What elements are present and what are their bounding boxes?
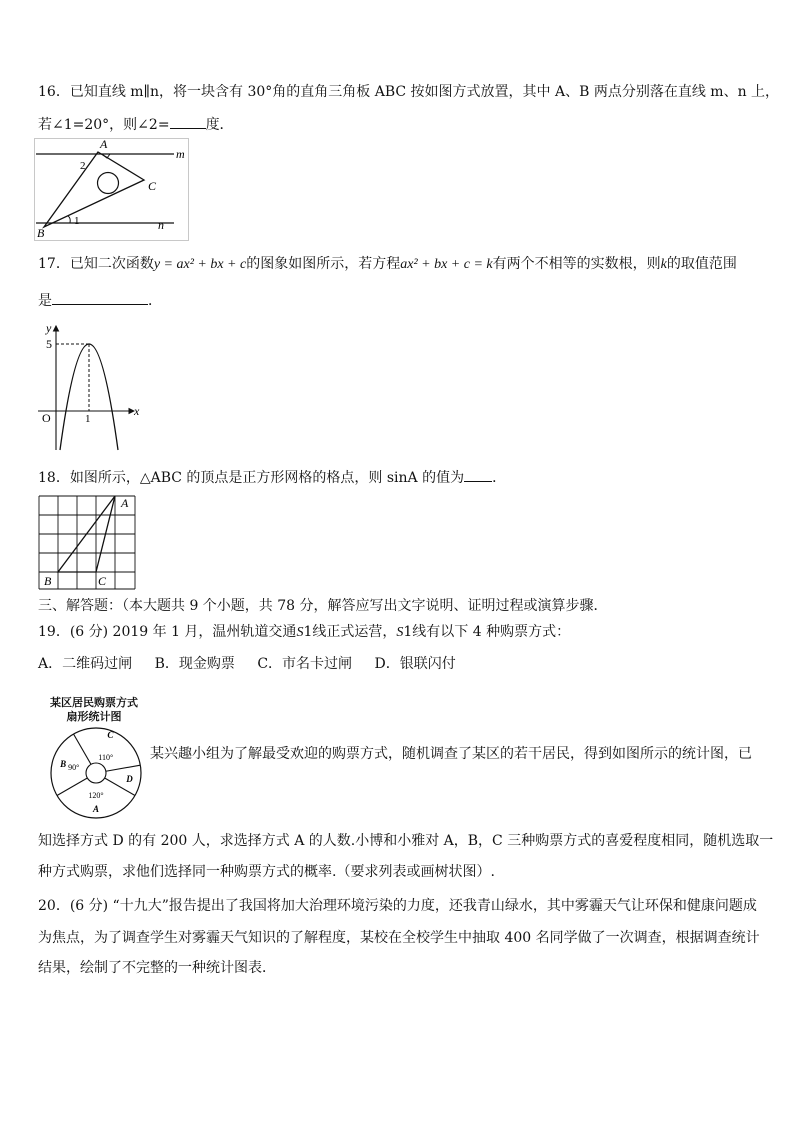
- q19-chart-title-1: 某区居民购票方式: [50, 696, 138, 709]
- q19-s-num: 1: [303, 624, 313, 640]
- q18-text-post: ．: [492, 470, 507, 486]
- q19-line1-pre: 19．(6 分) 2019 年 1 月，温州轨道交通: [38, 624, 297, 640]
- q19-option-a: A．二维码过闸: [38, 656, 133, 672]
- q16-label-a: A: [100, 138, 108, 151]
- q19-pie-chart: [40, 725, 152, 823]
- q17-figure: [34, 318, 146, 454]
- q17-line2-pre: 是: [38, 293, 52, 309]
- q19-line3: 知选择方式 D 的有 200 人，求选择方式 A 的人数.小博和小雅对 A，B，C 三种购票方式的喜爱程度相同，随机选取一: [38, 833, 774, 849]
- pie-angle-label-b: 90°: [68, 763, 80, 773]
- q17-answer-blank: [52, 290, 148, 305]
- pie-divider-1: [57, 778, 87, 796]
- pie-divider-2: [74, 734, 92, 764]
- angle1-arc: [68, 216, 70, 223]
- q17-post: 有两个不相等的实数根，则: [492, 256, 661, 272]
- q18-label-b: B: [44, 574, 52, 588]
- triangle-hole: [98, 173, 119, 194]
- q19-line1-mid: 线正式运营，: [312, 624, 397, 640]
- q16-answer-blank: [170, 114, 206, 129]
- q19-s: S: [296, 625, 304, 640]
- q17-label-five: 5: [46, 337, 52, 351]
- q16-line2-pre: 若∠1=20°，则∠2=: [38, 117, 170, 133]
- pie-angle-label-c: 110°: [98, 753, 114, 763]
- q17-equation: ax² + bx + c = k: [400, 257, 493, 272]
- q16-angle2-label: 2: [80, 160, 86, 172]
- q19-options: [38, 654, 474, 674]
- pie-category-a: A: [92, 804, 100, 814]
- q16-label-m: m: [176, 147, 185, 161]
- q20-line3: 结果，绘制了不完整的一种统计图表．: [38, 960, 276, 976]
- q17-line2: [38, 290, 162, 311]
- q19-option-b: B．现金购票: [154, 656, 235, 672]
- pie-category-c: C: [107, 730, 114, 741]
- q17-mid: 的图象如图所示，若方程: [246, 256, 401, 272]
- section-3-heading: 三、解答题：（本大题共 9 个小题，共 78 分，解答应写出文字说明、证明过程或演算步骤．: [38, 598, 608, 614]
- q17-label-one: 1: [85, 413, 91, 425]
- q18-figure: [38, 495, 140, 591]
- q17-line1: [38, 254, 737, 275]
- q16-line2: [38, 114, 234, 135]
- q19-option-c: C．市名卡过闸: [257, 656, 353, 672]
- pie-angle-label-a: 120°: [88, 791, 104, 800]
- q18-text-pre: 18．如图所示，△ABC 的顶点是正方形网格的格点，则 sinA 的值为: [38, 470, 465, 486]
- q20-line1: 20．(6 分) “十九大”报告提出了我国将加大治理环境污染的力度，还我青山绿水，其中雾霾天气让环保和健康问题成: [38, 898, 757, 914]
- q17-label-x: x: [134, 404, 140, 418]
- q16-label-n: n: [158, 218, 164, 232]
- pie-category-b: B: [60, 759, 67, 770]
- q18-answer-blank: [464, 467, 492, 482]
- q19-side-text: 某兴趣小组为了解最受欢迎的购票方式，随机调查了某区的若干居民，得到如图所示的统计图，已: [150, 746, 752, 762]
- q18-label-c: C: [98, 574, 107, 588]
- q19-line4: 种方式购票，求他们选择同一种购票方式的概率.（要求列表或画树状图）.: [38, 864, 495, 880]
- q19-option-d: D．银联闪付: [374, 656, 456, 672]
- q17-label-y: y: [46, 321, 52, 335]
- pie-category-d: D: [126, 773, 133, 784]
- q17-pre: 17．已知二次函数: [38, 256, 154, 272]
- q16-label-c: C: [148, 179, 157, 193]
- q20-line2: 为焦点，为了调查学生对雾霾天气知识的了解程度，某校在全校学生中抽取 400 名同学做了一次调查，根据调查统计: [38, 930, 760, 946]
- q19-chart-title-2: 扇形统计图: [66, 710, 122, 723]
- q16-line2-post: 度．: [205, 117, 234, 133]
- q18-line: [38, 467, 506, 488]
- q17-line2-post: ．: [148, 293, 162, 309]
- q19-line1: 19．(6 分) 2019 年 1 月，温州轨道交通S1线正式运营，S1线有以下 4 种购票方式：: [38, 624, 571, 640]
- q16-angle1-label: 1: [74, 215, 80, 227]
- q18-label-a: A: [121, 496, 129, 510]
- triangle-abc: [44, 152, 144, 227]
- pie-group: [51, 728, 141, 818]
- q16-figure: [34, 138, 194, 242]
- q17-post2: 的取值范围: [666, 256, 737, 272]
- q19-chart-title: [38, 696, 150, 724]
- q17-k: k: [660, 257, 667, 272]
- pie-center: [86, 763, 106, 783]
- pie-divider-3: [106, 765, 140, 771]
- q19-line1-post: 线有以下 4 种购票方式：: [412, 624, 571, 640]
- q16-label-b: B: [37, 226, 45, 240]
- q17-label-origin: O: [42, 411, 51, 425]
- q16-line1: 16．已知直线 m∥n，将一块含有 30°角的直角三角板 ABC 按如图方式放置，其中 A、B 两点分别落在直线 m、n 上，: [38, 84, 780, 100]
- q17-function: y = ax² + bx + c: [153, 257, 247, 272]
